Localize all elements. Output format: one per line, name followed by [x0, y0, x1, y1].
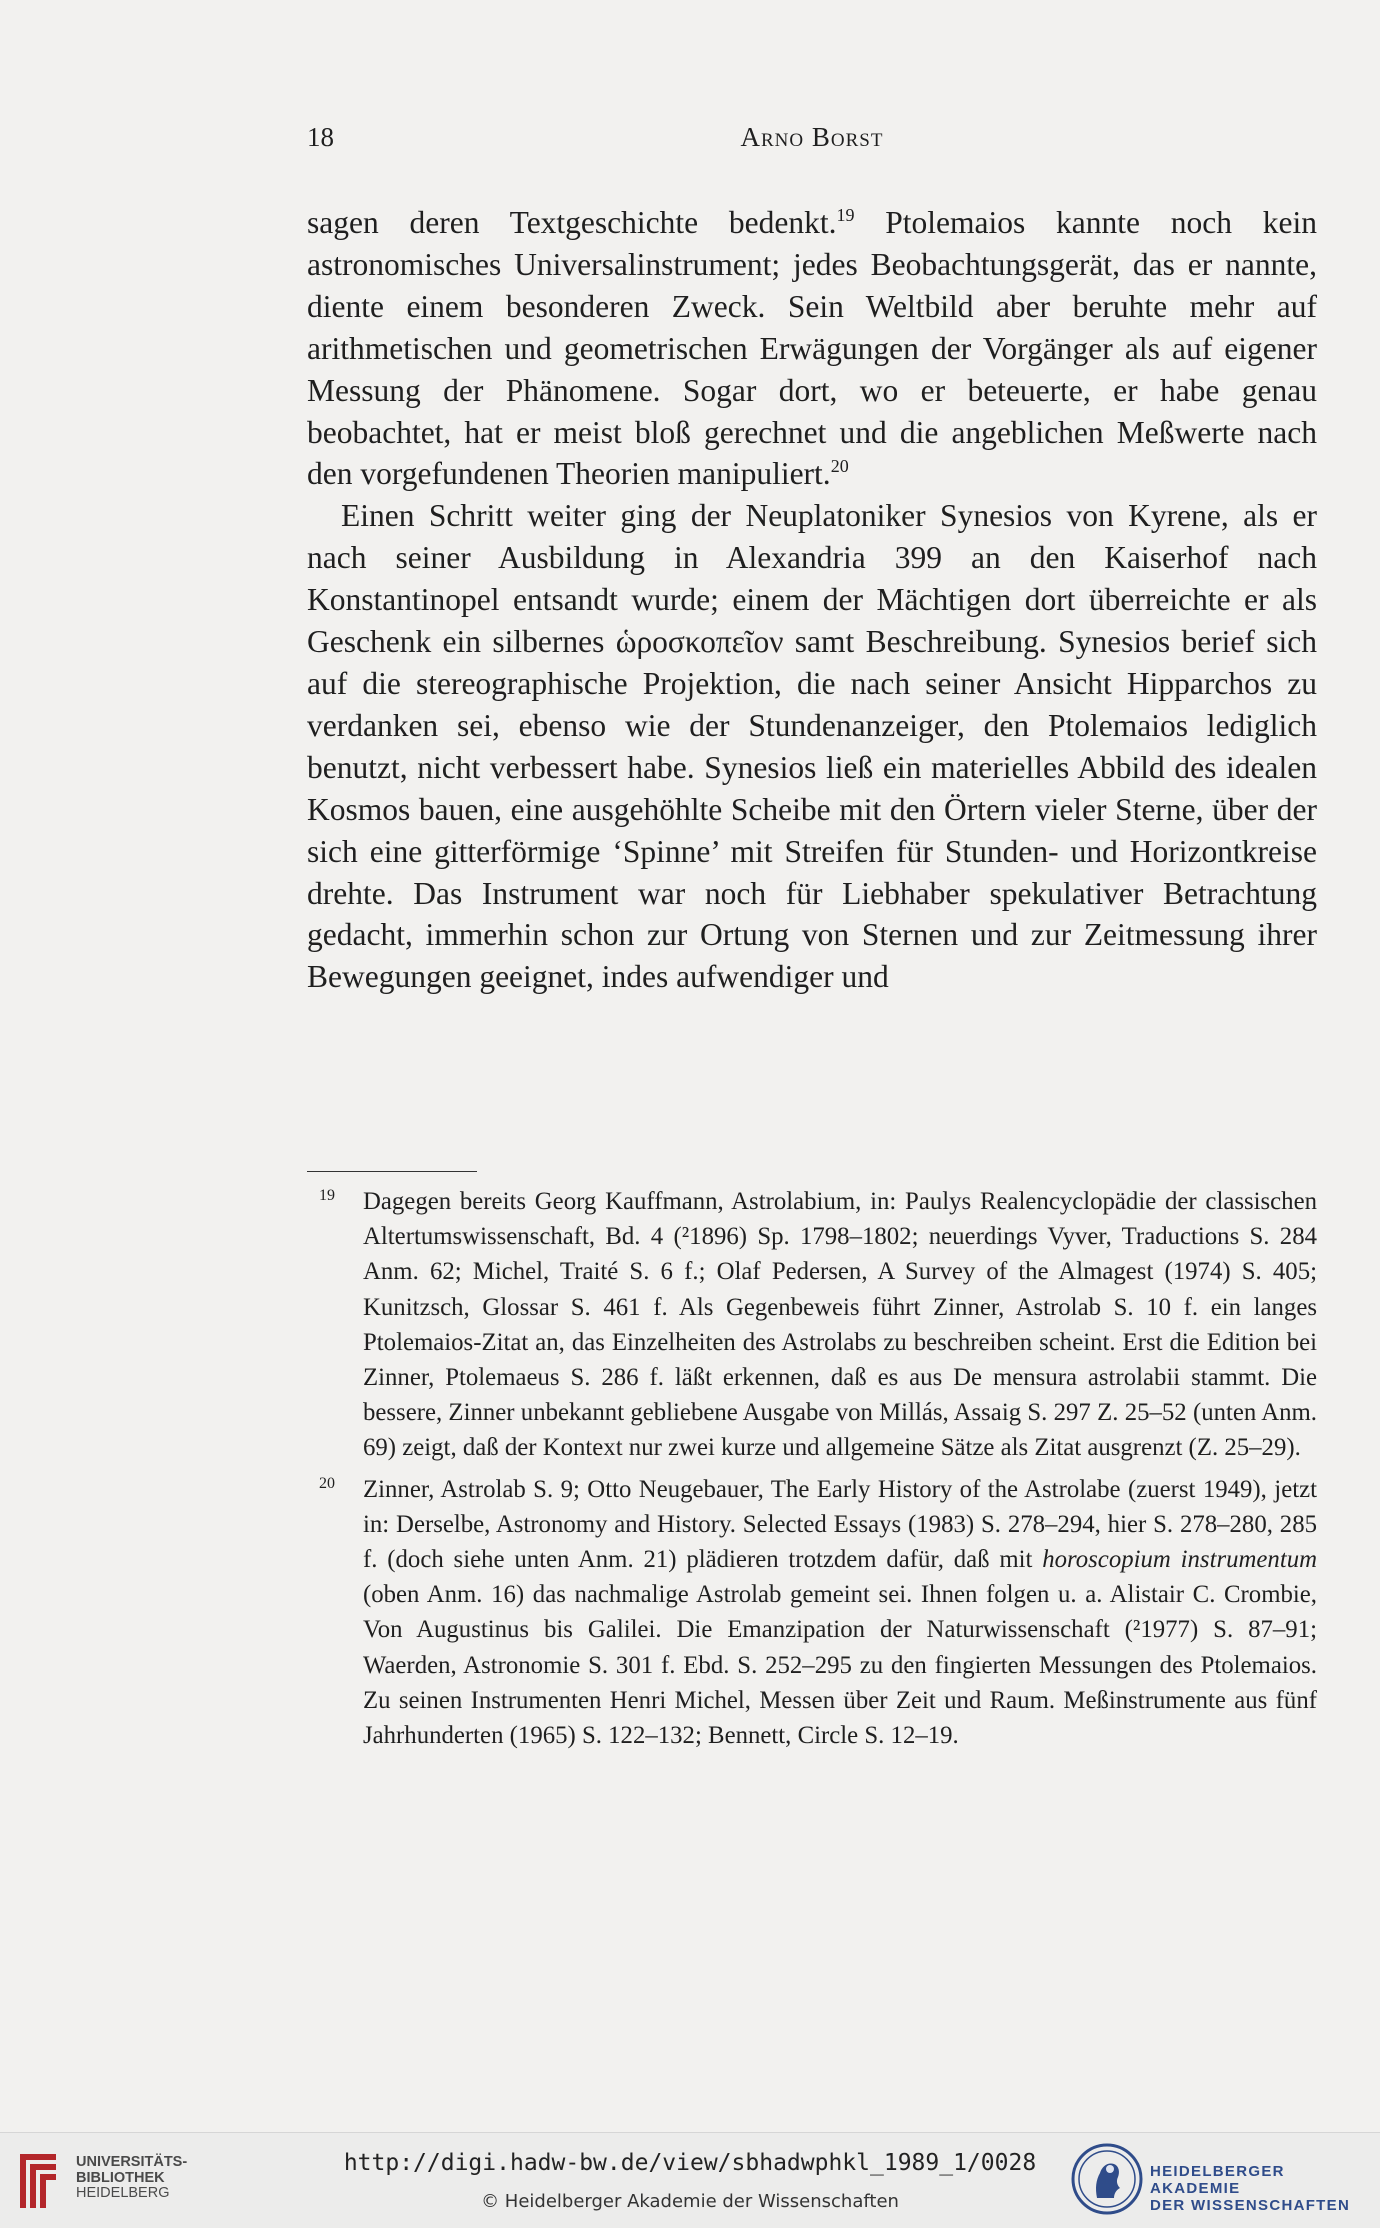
- academy-line-2: DER WISSENSCHAFTEN: [1150, 2197, 1351, 2214]
- paragraph-1: [307, 202, 1317, 495]
- library-line-1: UNIVERSITÄTS-: [76, 2154, 188, 2170]
- footnote-20: [307, 1472, 1317, 1754]
- footnote-ref-20[interactable]: 20: [830, 456, 849, 477]
- page-number: 18: [307, 122, 334, 152]
- footnote-19: [307, 1184, 1317, 1466]
- permalink-url[interactable]: http://digi.hadw-bw.de/view/sbhadwphkl_1989_1/0028: [343, 2150, 1037, 2176]
- running-title: Arno Borst: [740, 122, 884, 152]
- footnote-number: 19: [319, 1187, 335, 1204]
- copyright-notice: © Heidelberger Akademie der Wissenschaften: [481, 2191, 899, 2212]
- footnote-ref-19[interactable]: 19: [836, 205, 855, 225]
- academy-line-1: HEIDELBERGER AKADEMIE: [1150, 2163, 1285, 2197]
- academy-name: [1150, 2163, 1380, 2214]
- footnote-text-a: Zinner, Astrolab S. 9; Otto Neugebauer, The Early History of the Astrolabe (zuerst 1949), jetzt in: Derselbe, Astronomy and History. Selected Essays (1983) S. 278–294, hier S. 278–280, 285 f. (doch siehe unten Anm. 21) plädieren trotzdem dafür, daß mit: [363, 1475, 1317, 1574]
- footnotes: [307, 1184, 1317, 1759]
- footnote-text-b: (oben Anm. 16) das nachmalige Astrolab gemeint sei. Ihnen folgen u. a. Alistair C. Crombie, Von Augustinus bis Galilei. Die Emanzipation der Naturwissenschaft (²1977) S. 87–91; Waerden, Astronomie S. 301 f. Ebd. S. 252–295 zu den fingierten Messungen des Ptolemaios. Zu seinen Instrumenten Henri Michel, Messen über Zeit und Raum. Meßinstrumente aus fünf Jahrhunderten (1965) S. 122–132; Bennett, Circle S. 12–19.: [363, 1581, 1317, 1750]
- footnote-text: [363, 1476, 1317, 1749]
- paragraph-2: Einen Schritt weiter ging der Neuplatoniker Synesios von Kyrene, als er nach seiner Ausbildung in Alexandria 399 an den Kaiserhof nach Konstantinopel entsandt wurde; einem der Mächtigen dort überreichte er als Geschenk ein silbernes ὡροσκοπεῖον samt Beschreibung. Synesios berief sich auf die stereographische Projektion, die nach seiner Ansicht Hipparchos zu verdanken sei, ebenso wie der Stundenanzeiger, den Ptolemaios lediglich benutzt, nicht verbessert habe. Synesios ließ ein materielles Abbild des idealen Kosmos bauen, eine ausgehöhlte Scheibe mit den Örtern vieler Sterne, über der sich eine gitterförmige ‘Spinne’ mit Streifen für Stunden- und Horizontkreise drehte. Das Instrument war noch für Liebhaber spekulativer Betrachtung gedacht, immerhin schon zur Ortung von Sternen und zur Zeitmessung ihrer Bewegungen geeignet, indes aufwendiger und: [307, 498, 1317, 995]
- footnote-separator: [307, 1171, 477, 1172]
- library-line-2: BIBLIOTHEK: [76, 2169, 165, 2186]
- paragraph-1-text-a: sagen deren Textgeschichte bedenkt.: [307, 205, 837, 240]
- page-header: [307, 122, 1317, 162]
- footnote-text: Dagegen bereits Georg Kauffmann, Astrolabium, in: Paulys Realencyclopädie der classischen Altertumswissenschaft, Bd. 4 (²1896) Sp. 1798–1802; neuerdings Vyver, Traductions S. 284 Anm. 62; Michel, Traité S. 6 f.; Olaf Pedersen, A Survey of the Almagest (1974) S. 405; Kunitzsch, Glossar S. 461 f. Als Gegenbeweis führt Zinner, Astrolab S. 10 f. ein langes Ptolemaios-Zitat an, das Einzelheiten des Astrolabs zu beschreiben scheint. Erst die Edition bei Zinner, Ptolemaeus S. 286 f. läßt erkennen, daß es aus De mensura astrolabii stammt. Die bessere, Zinner unbekannt gebliebene Ausgabe von Millás, Assaig S. 297 Z. 25–52 (unten Anm. 69) zeigt, daß der Kontext nur zwei kurze und allgemeine Sätze als Zitat ausgrenzt (Z. 25–29).: [363, 1188, 1317, 1462]
- hadw-seal-icon[interactable]: [1064, 2140, 1150, 2218]
- main-text: [307, 202, 1317, 998]
- footnote-number: 20: [319, 1474, 335, 1492]
- library-line-3: HEIDELBERG: [76, 2185, 170, 2201]
- paragraph-1-text-b: Ptolemaios kannte noch kein astronomisches Universalinstrument; jedes Beobachtungsgerät, das er nannte, diente einem besonderen Zweck. Sein Weltbild aber beruhte mehr auf arithmetischen und geometrischen Erwägungen der Vorgänger als auf eigener Messung der Phänomene. Sogar dort, wo er beteuerte, er habe genau beobachtet, hat er meist bloß gerechnet und die angeblichen Meßwerte nach den vorgefundenen Theorien manipuliert.: [307, 205, 1317, 492]
- footnote-italic: horoscopium instrumentum: [1042, 1546, 1318, 1574]
